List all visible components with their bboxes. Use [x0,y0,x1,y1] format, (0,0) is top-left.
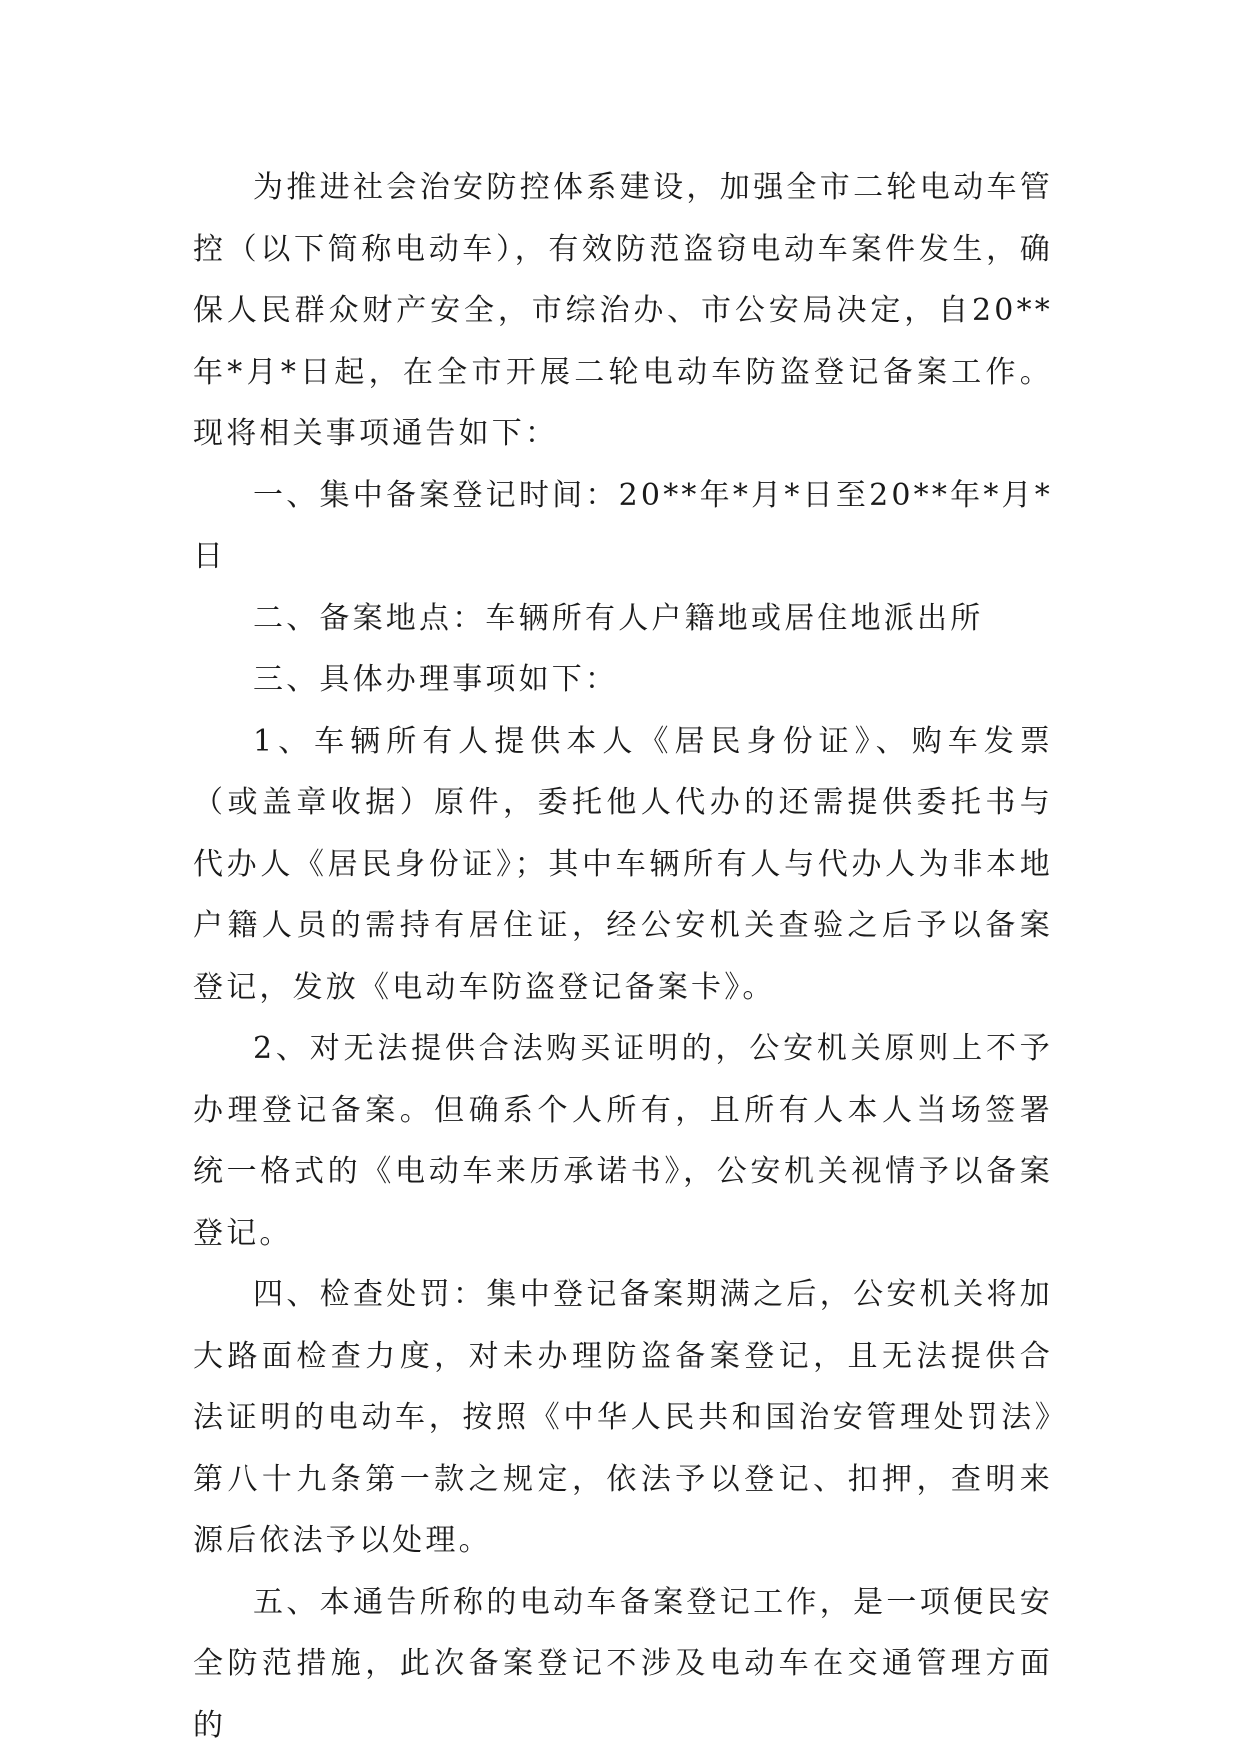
paragraph-procedure-heading: 三、具体办理事项如下： [193,649,1053,711]
paragraph-procedure-item-2: 2、对无法提供合法购买证明的，公安机关原则上不予办理登记备案。但确系个人所有，且所有人本人当场签署统一格式的《电动车来历承诺书》，公安机关视情予以备案登记。 [193,1018,1053,1264]
paragraph-registration-time: 一、集中备案登记时间：20**年*月*日至20**年*月*日 [193,465,1053,588]
notice-body [193,157,1053,1756]
paragraph-procedure-item-1: 1、车辆所有人提供本人《居民身份证》、购车发票（或盖章收据）原件，委托他人代办的还需提供委托书与代办人《居民身份证》；其中车辆所有人与代办人为非本地户籍人员的需持有居住证，经公安机关查验之后予以备案登记，发放《电动车防盗登记备案卡》。 [193,711,1053,1019]
paragraph-intro: 为推进社会治安防控体系建设，加强全市二轮电动车管控（以下简称电动车），有效防范盗窃电动车案件发生，确保人民群众财产安全，市综治办、市公安局决定，自20**年*月*日起，在全市开展二轮电动车防盗登记备案工作。现将相关事项通告如下： [193,157,1053,465]
paragraph-inspection-penalty: 四、检查处罚：集中登记备案期满之后，公安机关将加大路面检查力度，对未办理防盗备案登记，且无法提供合法证明的电动车，按照《中华人民共和国治安管理处罚法》第八十九条第一款之规定，依法予以登记、扣押，查明来源后依法予以处理。 [193,1264,1053,1572]
paragraph-scope-note: 五、本通告所称的电动车备案登记工作，是一项便民安全防范措施，此次备案登记不涉及电动车在交通管理方面的 [193,1572,1053,1756]
paragraph-registration-location: 二、备案地点：车辆所有人户籍地或居住地派出所 [193,588,1053,650]
